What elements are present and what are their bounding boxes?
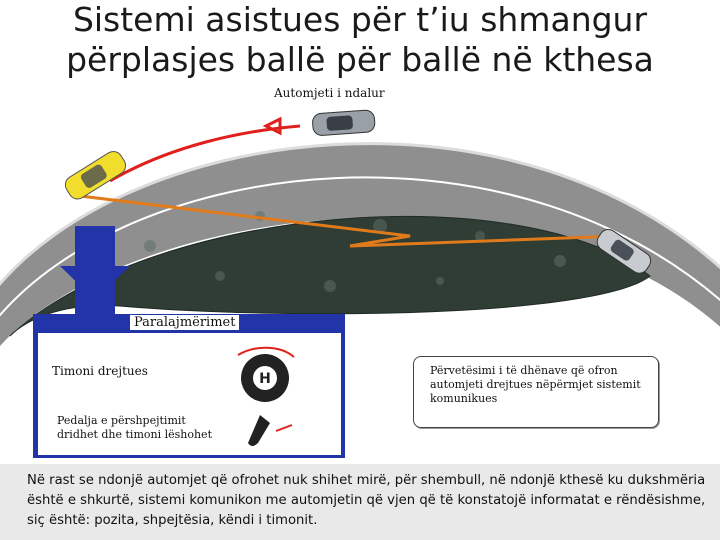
- pedal-arrow-icon: [276, 425, 292, 431]
- yellow-car: [62, 148, 129, 202]
- steering-label: Timoni drejtues: [52, 364, 148, 378]
- stopped-car-label: Automjeti i ndalur: [270, 86, 389, 100]
- stopped-car: [312, 110, 375, 136]
- pedal-label: Pedalja e përshpejtimit dridhet dhe timoni lëshohet: [57, 414, 212, 441]
- warning-title: Paralajmërimet: [130, 315, 239, 330]
- pedal-icon: [248, 415, 270, 446]
- callout-text: Përvetësimi i të dhënave që ofron automjeti drejtues nëpërmjet sistemit komunikues: [430, 364, 641, 405]
- steering-center-letter: H: [259, 371, 271, 387]
- caption-text: Në rast se ndonjë automjet që ofrohet nuk shihet mirë, për shembull, në ndonjë kthesë ku dukshmëria është e shkurtë, sistemi komunikon me automjetin që vjen që të konstatojë informatat e rëndësishme, siç është: pozita, shpejtësia, këndi i timonit.: [27, 473, 706, 528]
- steering-wheel-icon: [230, 345, 310, 455]
- slide-title: Sistemi asistues për t’iu shmangur përplasjes ballë për ballë në kthesa: [66, 0, 654, 79]
